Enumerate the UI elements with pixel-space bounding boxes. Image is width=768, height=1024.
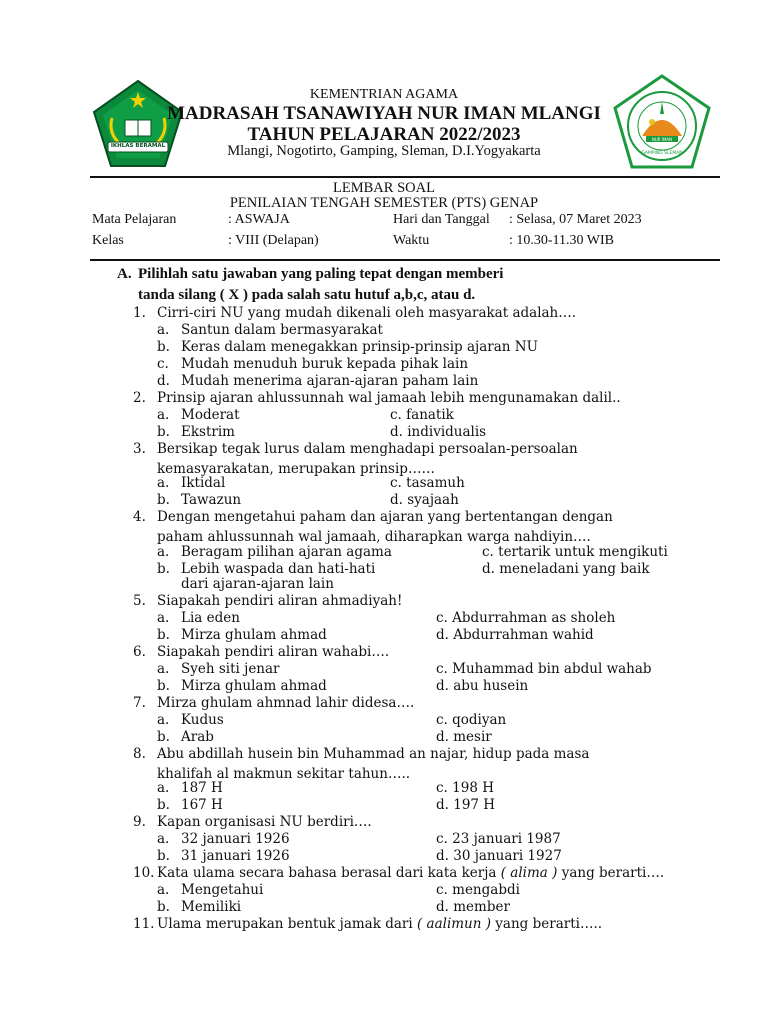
question-number: 6. — [133, 644, 146, 660]
question-text-pre: Kata ulama secara bahasa berasal dari kata kerja — [157, 865, 501, 881]
option-text-d: d. 197 H — [436, 797, 496, 813]
option-text-d: d. Abdurrahman wahid — [436, 627, 594, 643]
option-letter: a. — [157, 407, 170, 423]
ministry-name: KEMENTRIAN AGAMA — [309, 87, 459, 102]
option-text: 31 januari 1926 — [181, 848, 290, 864]
option-text: Iktidal — [181, 475, 226, 491]
option-text: Memiliki — [181, 899, 242, 915]
school-logo-banner: NUR IMAN — [651, 137, 673, 142]
question-number: 3. — [133, 441, 146, 457]
option-letter: c. — [157, 356, 169, 372]
section-letter: A. — [117, 266, 132, 282]
option-text-c: c. fanatik — [390, 407, 454, 423]
kemenag-banner-text: IKHLAS BERAMAL — [110, 143, 166, 149]
option-text: Keras dalam menegakkan prinsip-prinsip ajaran NU — [181, 339, 538, 355]
subject-value: : ASWAJA — [228, 212, 290, 227]
header-divider — [90, 176, 720, 178]
question-term: ( alima ) — [500, 865, 558, 881]
option-text: 187 H — [181, 780, 223, 796]
option-letter: b. — [157, 339, 170, 355]
question-text — [157, 865, 664, 881]
option-text-d: d. 30 januari 1927 — [436, 848, 562, 864]
option-text-d: d. individualis — [390, 424, 487, 440]
option-text: Moderat — [181, 407, 240, 423]
question-text: Siapakah pendiri aliran wahabi…. — [157, 644, 390, 660]
option-text-d: d. syajaah — [390, 492, 459, 508]
question-text-post: yang berarti….. — [491, 916, 603, 932]
option-letter: a. — [157, 475, 170, 491]
option-text: 167 H — [181, 797, 223, 813]
question-text: khalifah al makmun sekitar tahun….. — [157, 766, 411, 782]
option-letter: b. — [157, 848, 170, 864]
option-text: Lebih waspada dan hati-hati — [181, 561, 376, 577]
option-text-c: c. tertarik untuk mengikuti — [482, 544, 668, 560]
option-text: Ekstrim — [181, 424, 235, 440]
question-number: 5. — [133, 593, 146, 609]
option-letter: b. — [157, 729, 170, 745]
question-text: Siapakah pendiri aliran ahmadiyah! — [157, 593, 403, 609]
option-text-c: c. Abdurrahman as sholeh — [436, 610, 616, 626]
section-instruction-line1: Pilihlah satu jawaban yang paling tepat dengan memberi — [138, 266, 504, 282]
question-text: Kapan organisasi NU berdiri…. — [157, 814, 372, 830]
option-letter: b. — [157, 492, 170, 508]
option-letter: a. — [157, 712, 170, 728]
sheet-subtitle: PENILAIAN TENGAH SEMESTER (PTS) GENAP — [229, 195, 539, 211]
question-number: 11. — [133, 916, 155, 932]
option-text: Mudah menerima ajaran-ajaran paham lain — [181, 373, 479, 389]
option-letter: a. — [157, 544, 170, 560]
option-text-c: c. 23 januari 1987 — [436, 831, 561, 847]
option-text-cont: dari ajaran-ajaran lain — [181, 576, 334, 592]
question-text-post: yang berarti…. — [557, 865, 665, 881]
day-label: Hari dan Tanggal — [393, 212, 490, 227]
time-value: : 10.30-11.30 WIB — [509, 233, 614, 248]
option-text-c: c. Muhammad bin abdul wahab — [436, 661, 652, 677]
option-text-c: c. mengabdi — [436, 882, 520, 898]
option-text: Mirza ghulam ahmad — [181, 627, 327, 643]
school-logo-place: GAMPING SLEMAN — [641, 151, 683, 156]
day-value: : Selasa, 07 Maret 2023 — [509, 212, 642, 227]
class-label: Kelas — [92, 233, 124, 248]
option-letter: b. — [157, 899, 170, 915]
option-letter: a. — [157, 661, 170, 677]
option-letter: b. — [157, 627, 170, 643]
option-text: Mirza ghulam ahmad — [181, 678, 327, 694]
question-number: 7. — [133, 695, 146, 711]
question-number: 9. — [133, 814, 146, 830]
question-text: Prinsip ajaran ahlussunnah wal jamaah lebih mengunamakan dalil.. — [157, 390, 621, 406]
question-number: 10. — [133, 865, 155, 881]
option-text: Mudah menuduh buruk kepada pihak lain — [181, 356, 469, 372]
question-number: 1. — [133, 305, 146, 321]
option-text-c: c. qodiyan — [436, 712, 507, 728]
question-text: Mirza ghulam ahmnad lahir didesa…. — [157, 695, 415, 711]
school-address: Mlangi, Nogotirto, Gamping, Sleman, D.I.Yogyakarta — [227, 143, 541, 159]
question-number: 4. — [133, 509, 146, 525]
question-number: 2. — [133, 390, 146, 406]
option-text-d: d. abu husein — [436, 678, 529, 694]
academic-year: TAHUN PELAJARAN 2022/2023 — [247, 124, 521, 145]
option-letter: a. — [157, 831, 170, 847]
school-name: MADRASAH TSANAWIYAH NUR IMAN MLANGI — [167, 103, 601, 124]
option-text-d: d. mesir — [436, 729, 492, 745]
question-text-pre: Ulama merupakan bentuk jamak dari — [157, 916, 417, 932]
option-letter: b. — [157, 797, 170, 813]
option-text: Mengetahui — [181, 882, 264, 898]
question-text — [157, 916, 602, 932]
option-text-c: c. tasamuh — [390, 475, 465, 491]
question-text: paham ahlussunnah wal jamaah, diharapkan warga nahdiyin…. — [157, 529, 591, 545]
class-value: : VIII (Delapan) — [228, 233, 319, 248]
option-letter: a. — [157, 610, 170, 626]
question-text: Cirri-ciri NU yang mudah dikenali oleh masyarakat adalah…. — [157, 305, 577, 321]
option-text: Lia eden — [181, 610, 240, 626]
question-term: ( aalimun ) — [416, 916, 492, 932]
option-letter: b. — [157, 678, 170, 694]
option-text: 32 januari 1926 — [181, 831, 290, 847]
section-instruction-line2: tanda silang ( X ) pada salah satu hutuf a,b,c, atau d. — [138, 287, 476, 303]
option-letter: b. — [157, 561, 170, 577]
option-text: Santun dalam bermasyarakat — [181, 322, 383, 338]
sheet-title: LEMBAR SOAL — [333, 180, 435, 196]
info-divider — [90, 259, 720, 261]
option-text-d: d. meneladani yang baik — [482, 561, 650, 577]
option-letter: d. — [157, 373, 170, 389]
option-letter: b. — [157, 424, 170, 440]
option-letter: a. — [157, 322, 170, 338]
option-letter: a. — [157, 882, 170, 898]
question-text: Bersikap tegak lurus dalam menghadapi persoalan-persoalan — [157, 441, 578, 457]
question-text: Dengan mengetahui paham dan ajaran yang bertentangan dengan — [157, 509, 613, 525]
question-text: kemasyarakatan, merupakan prinsip…… — [157, 461, 435, 477]
question-number: 8. — [133, 746, 146, 762]
option-letter: a. — [157, 780, 170, 796]
option-text: Beragam pilihan ajaran agama — [181, 544, 392, 560]
option-text-c: c. 198 H — [436, 780, 494, 796]
option-text: Kudus — [181, 712, 224, 728]
option-text: Arab — [181, 729, 214, 745]
subject-label: Mata Pelajaran — [92, 212, 177, 227]
option-text: Syeh siti jenar — [181, 661, 280, 677]
option-text-d: d. member — [436, 899, 510, 915]
option-text: Tawazun — [181, 492, 242, 508]
question-text: Abu abdillah husein bin Muhammad an najar, hidup pada masa — [157, 746, 590, 762]
time-label: Waktu — [393, 233, 430, 248]
